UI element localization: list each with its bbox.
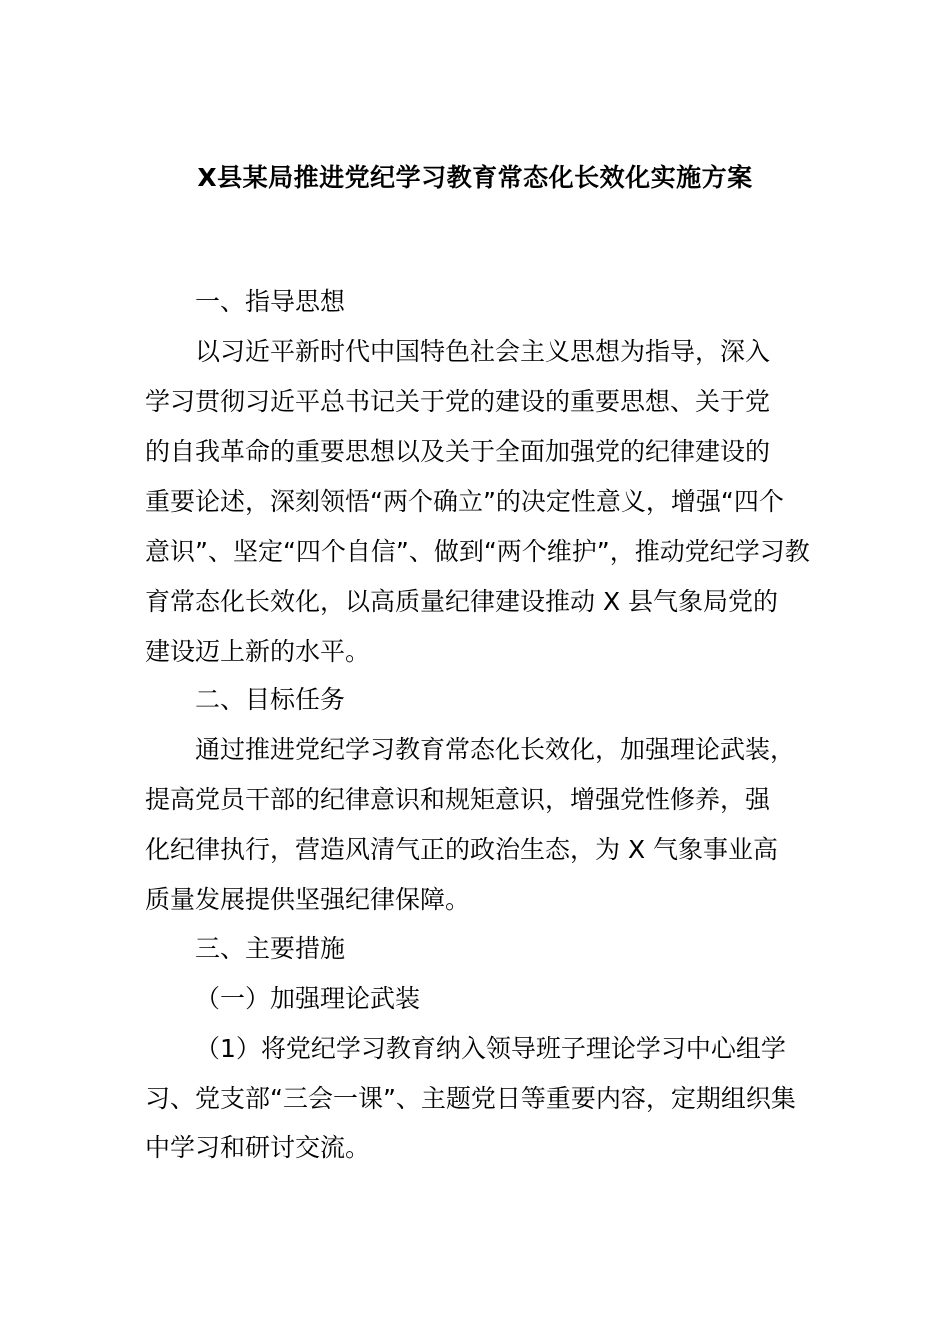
paragraph-line: 提高党员干部的纪律意识和规矩意识，增强党性修养，强 [145, 785, 771, 814]
paragraph-line: 通过推进党纪学习教育常态化长效化，加强理论武装， [195, 735, 796, 764]
paragraph-line: 的自我革命的重要思想以及关于全面加强党的纪律建设的 [145, 437, 771, 466]
section-heading-measures: 三、主要措施 [195, 934, 346, 963]
paragraph-line: （1）将党纪学习教育纳入领导班子理论学习中心组学 [195, 1034, 786, 1063]
paragraph-line: 意识”、坚定“四个自信”、做到“两个维护”，推动党纪学习教 [145, 537, 810, 566]
paragraph-line: 学习贯彻习近平总书记关于党的建设的重要思想、关于党 [145, 387, 771, 416]
paragraph-line: 建设迈上新的水平。 [145, 637, 371, 666]
subsection-heading: （一）加强理论武装 [195, 984, 421, 1013]
section-heading-guiding-ideology: 一、指导思想 [195, 287, 346, 316]
paragraph-line: 重要论述，深刻领悟“两个确立”的决定性意义，增强“四个 [145, 487, 784, 516]
paragraph-line: 育常态化长效化，以高质量纪律建设推动 X 县气象局党的 [145, 587, 779, 616]
paragraph-line: 质量发展提供坚强纪律保障。 [145, 885, 471, 914]
paragraph-line: 以习近平新时代中国特色社会主义思想为指导，深入 [195, 337, 771, 366]
section-heading-goals: 二、目标任务 [195, 685, 346, 714]
paragraph-line: 习、党支部“三会一课”、主题党日等重要内容，定期组织集 [145, 1084, 796, 1113]
document-title: X县某局推进党纪学习教育常态化长效化实施方案 [197, 163, 753, 192]
paragraph-line: 中学习和研讨交流。 [145, 1133, 371, 1162]
paragraph-line: 化纪律执行，营造风清气正的政治生态，为 X 气象事业高 [145, 835, 779, 864]
